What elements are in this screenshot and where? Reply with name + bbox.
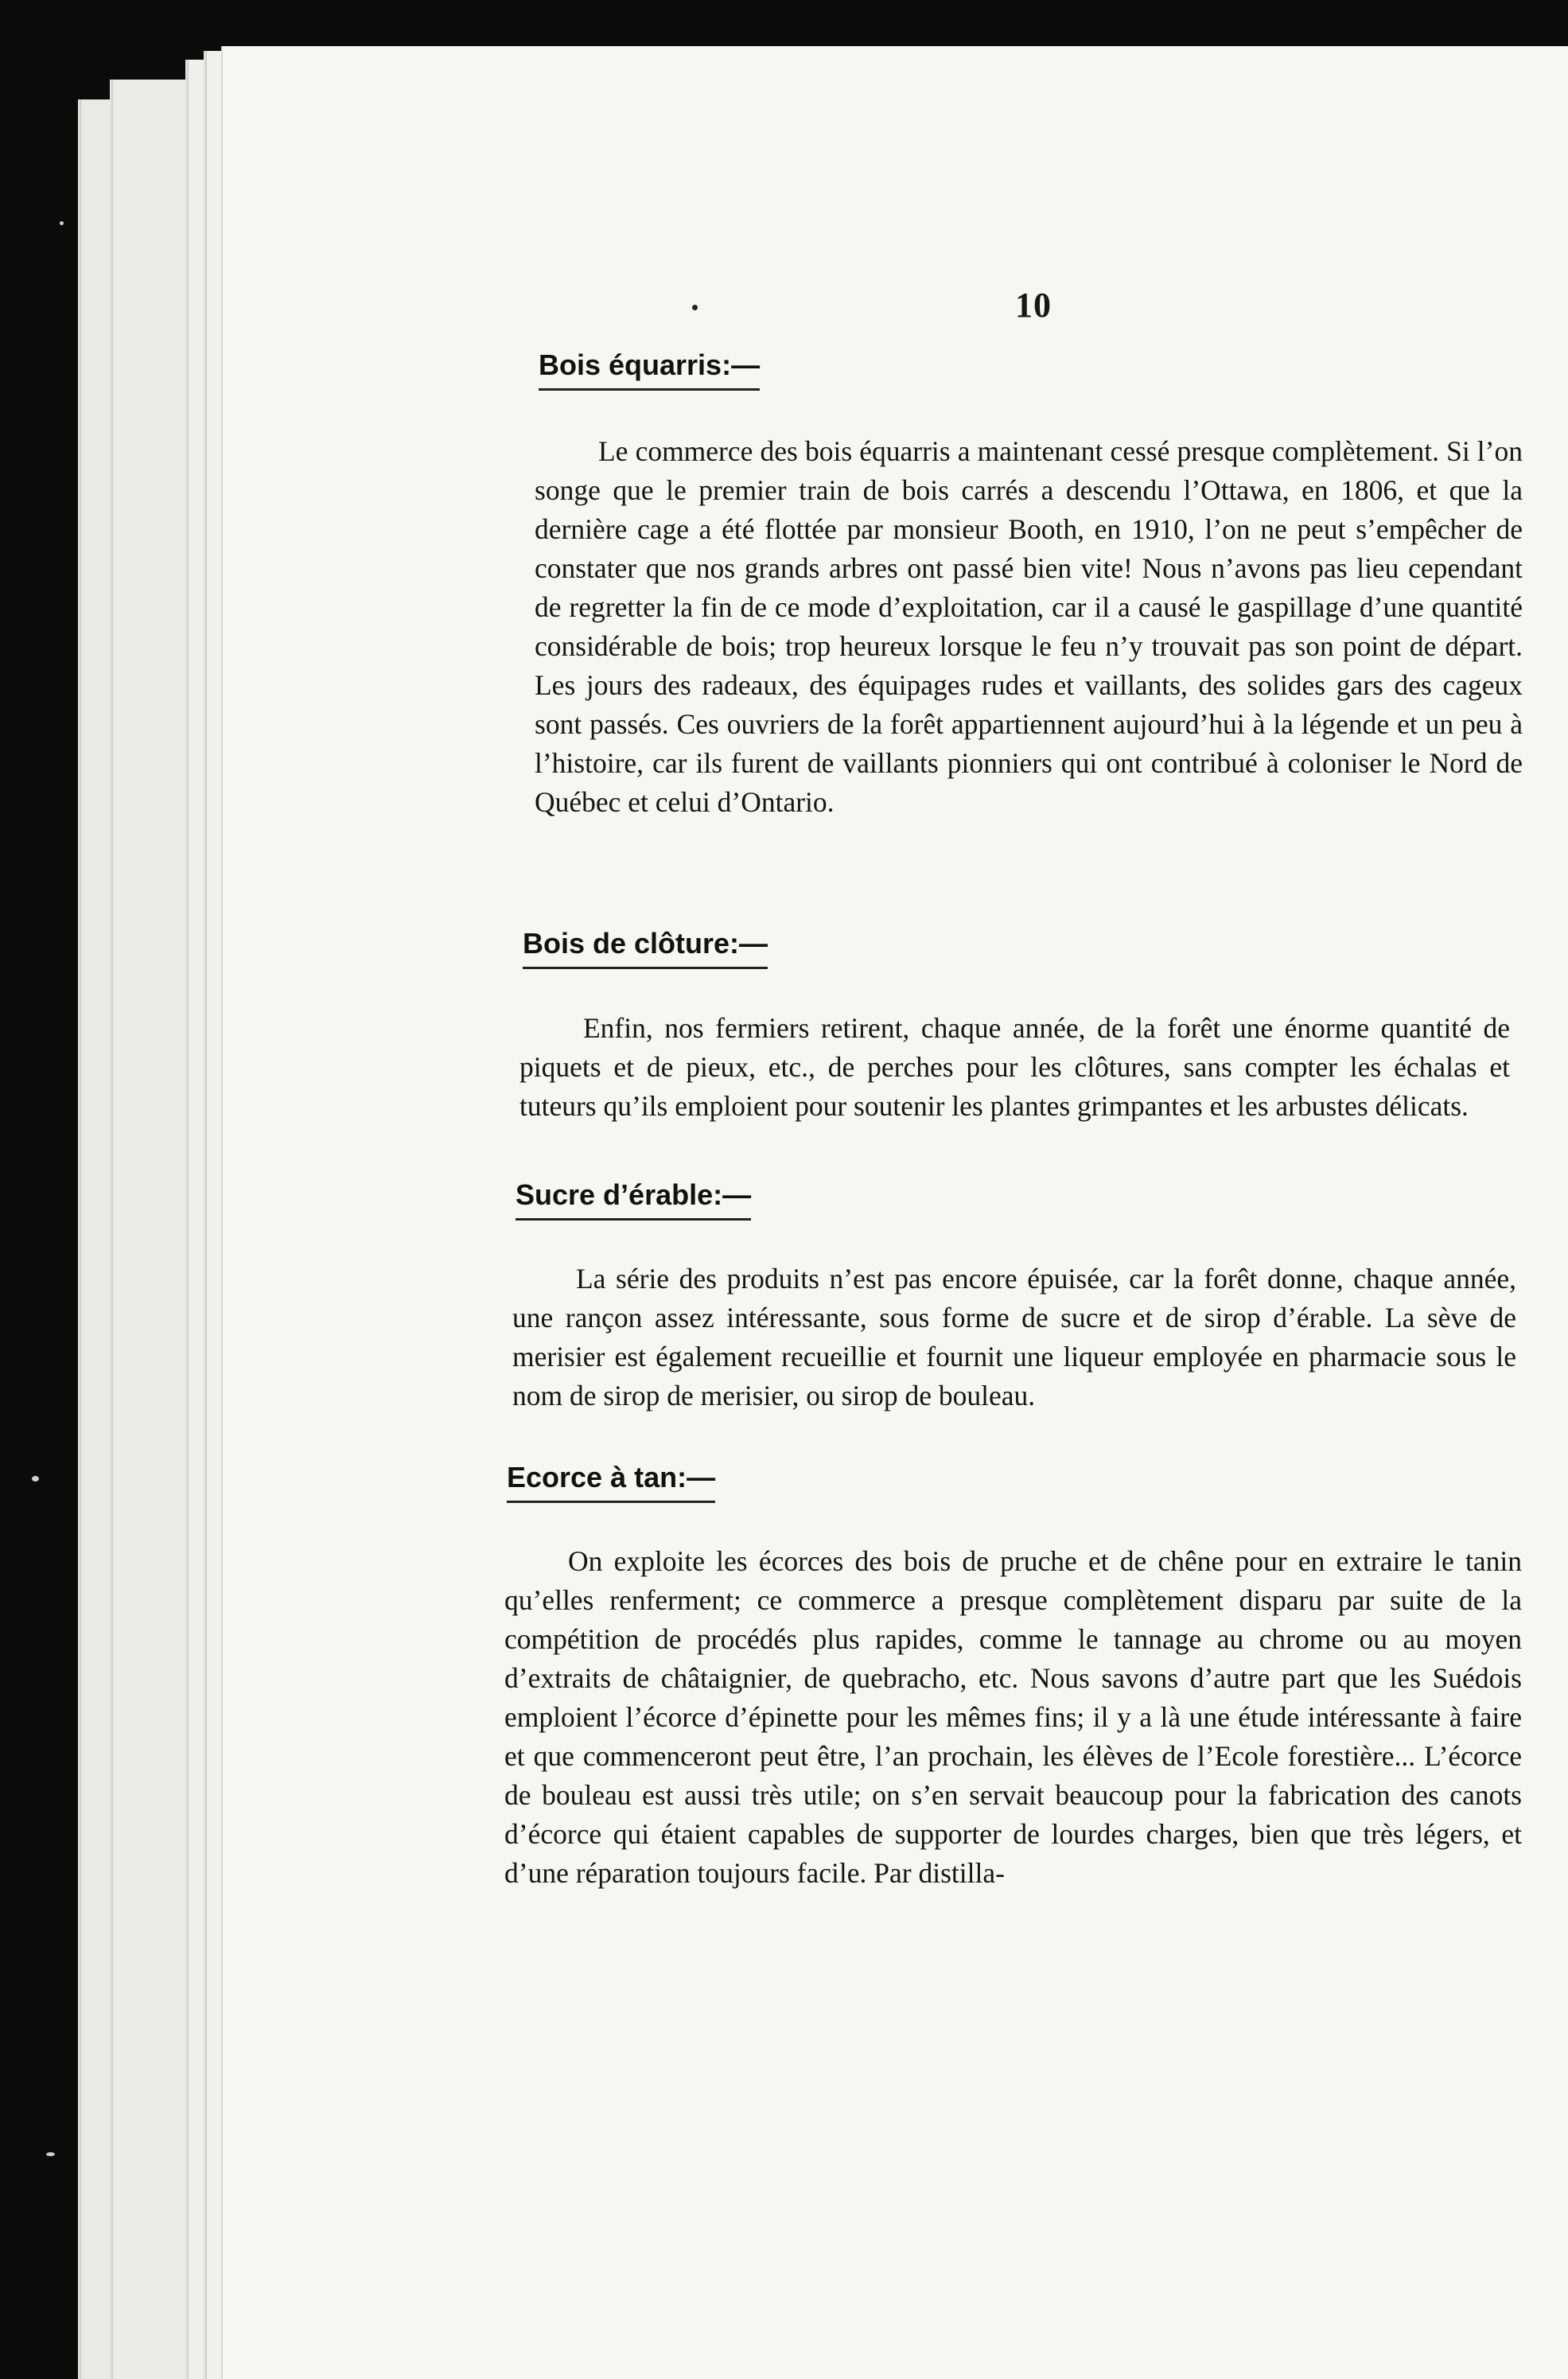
section-body-bois-de-cloture xyxy=(519,1009,1510,1126)
printed-dot xyxy=(692,305,698,310)
paragraph: Le commerce des bois équarris a maintenant cessé presque complètement. Si l’on songe que le premier train de bois carrés a descendu l’Ottawa, en 1806, et que la dernière cage a été flottée par monsieur Booth, en 1910, l’on ne peut s’empêcher de constater que nos grands arbres ont passé bien vite! Nous n’avons pas lieu cependant de regretter la fin de ce mode d’exploitation, car il a causé le gaspillage d’une quantité considérable de bois; trop heureux lorsque le feu n’y trouvait pas son point de départ. Les jours des radeaux, des équipages rudes et vaillants, des solides gars des cageux sont passés. Ces ouvriers de la forêt appartiennent aujourd’hui à la légende et un peu à l’histoire, car ils furent de vaillants pionniers qui ont contribué à coloniser le Nord de Québec et celui d’Ontario. xyxy=(535,435,1523,818)
section-body-sucre-d-erable xyxy=(512,1260,1516,1415)
paragraph: La série des produits n’est pas encore épuisée, car la forêt donne, chaque année, une rançon assez intéressante, sous forme de sucre et de sirop d’érable. La sève de merisier est également recueillie et fournit une liqueur employée en pharmacie sous le nom de sirop de merisier, ou sirop de bouleau. xyxy=(512,1263,1516,1411)
scan-speck xyxy=(32,1476,39,1482)
section-heading-ecorce-a-tan: Ecorce à tan:— xyxy=(507,1461,715,1503)
scan-speck xyxy=(60,221,64,225)
section-body-bois-equarris xyxy=(535,432,1523,822)
section-body-ecorce-a-tan xyxy=(504,1542,1522,1893)
document-page xyxy=(221,46,1568,2379)
paragraph: On exploite les écorces des bois de pruche et de chêne pour en extraire le tanin qu’elles renferment; ce commerce a presque complètement disparu par suite de la compétition de procédés plus rapides, comme le tannage au chrome ou au moyen d’extraits de châtaignier, de quebracho, etc. Nous savons d’autre part que les Suédois emploient l’écorce d’épinette pour les mêmes fins; il y a là une étude intéressante à faire et que commenceront peut être, l’an prochain, les élèves de l’Ecole forestière... L’écorce de bouleau est aussi très utile; on s’en servait beaucoup pour la fabrication des canots d’écorce qui étaient capables de supporter de lourdes charges, bien que très légers, et d’une réparation toujours facile. Par distilla- xyxy=(504,1545,1522,1889)
section-heading-bois-de-cloture: Bois de clôture:— xyxy=(523,927,768,969)
scan-speck xyxy=(46,2152,55,2156)
section-heading-bois-equarris: Bois équarris:— xyxy=(539,348,760,391)
page-number: 10 xyxy=(1015,286,1052,325)
paragraph: Enfin, nos fermiers retirent, chaque année, de la forêt une énorme quantité de piquets et de pieux, etc., de perches pour les clôtures, sans compter les échalas et tuteurs qu’ils emploient pour soutenir les plantes grimpantes et les arbustes délicats. xyxy=(519,1012,1510,1122)
section-heading-sucre-d-erable: Sucre d’érable:— xyxy=(516,1178,751,1221)
